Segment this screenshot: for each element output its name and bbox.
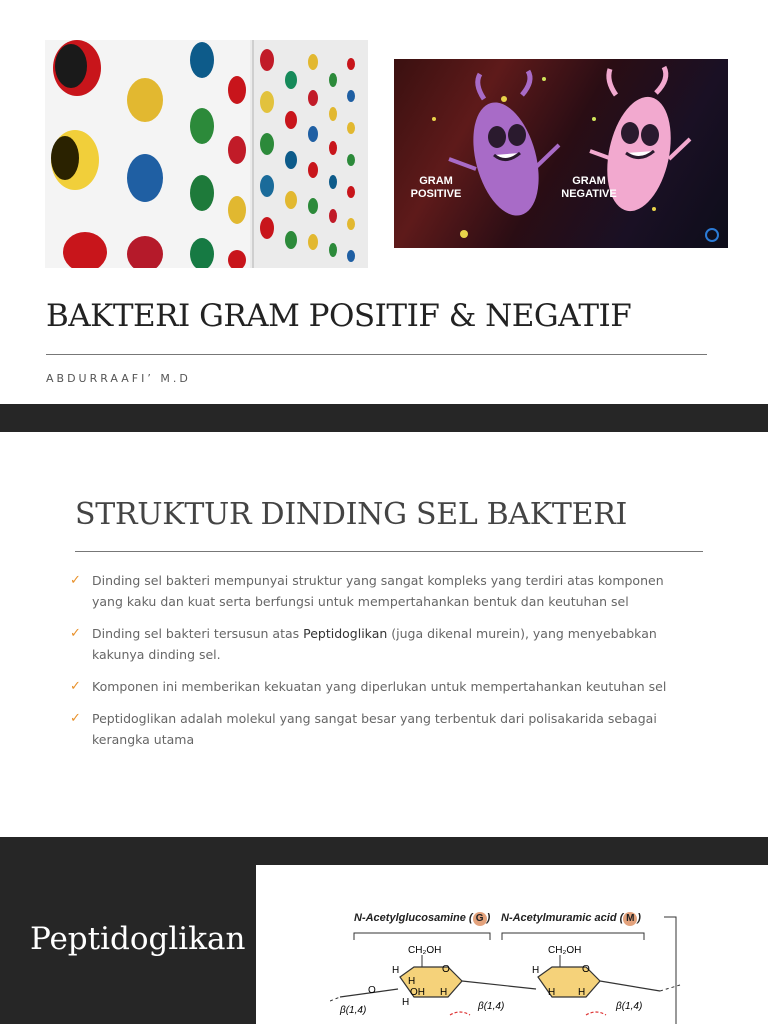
bullet-item — [70, 623, 690, 665]
atom-label: H — [532, 965, 540, 976]
slide-title: Peptidoglikan — [30, 921, 246, 957]
nag-label: N-Acetylglucosamine ( G ) — [354, 912, 491, 924]
gram-bacteria-cartoon-image — [394, 59, 728, 248]
atom-label: H — [392, 965, 400, 976]
m-badge: M — [623, 912, 637, 926]
peptidoglycan-slide — [0, 865, 768, 1024]
bond-label: β(1,4) — [478, 1001, 505, 1012]
atom-label: O — [368, 985, 376, 996]
checkmark-icon: ✓ — [70, 573, 81, 588]
gram-positive-label — [404, 175, 468, 201]
gram-positive-line1: GRAM — [419, 175, 453, 187]
gram-negative-line1: GRAM — [572, 175, 606, 187]
bullet-text: Peptidoglikan adalah molekul yang sangat besar yang terbentuk dari polisakarida sebagai kerangka utama — [92, 711, 657, 747]
author-name: ABDURRAAFI’ M.D — [46, 372, 191, 385]
colored-holes-image — [45, 40, 368, 268]
gram-positive-line2: POSITIVE — [410, 188, 462, 200]
bullet-item — [70, 676, 690, 697]
gram-negative-line2: NEGATIVE — [561, 188, 617, 200]
bullet-text-emphasis: Peptidoglikan — [303, 626, 388, 641]
atom-label: H — [440, 987, 448, 998]
bullet-text-before: Dinding sel bakteri tersusun atas — [92, 626, 304, 641]
atom-label: O — [582, 964, 590, 975]
atom-label: H — [402, 997, 410, 1008]
atom-label: H — [548, 987, 556, 998]
peptidoglycan-structure-diagram — [330, 905, 690, 1024]
title-divider — [46, 354, 707, 355]
ch2oh-label: CH₂OH — [548, 945, 582, 956]
gram-negative-label — [552, 175, 626, 201]
bond-label: β(1,4) — [616, 1001, 643, 1012]
g-badge: G — [473, 912, 487, 926]
structure-slide — [0, 432, 768, 837]
slide-title: STRUKTUR DINDING SEL BAKTERI — [75, 497, 628, 532]
bond-label: β(1,4) — [340, 1005, 367, 1016]
bullet-list — [70, 570, 690, 761]
slide-title-divider — [75, 551, 703, 552]
atom-label: O — [442, 964, 450, 975]
ch2oh-label: CH₂OH — [408, 945, 442, 956]
bullet-item — [70, 570, 690, 612]
bacteria-cartoon-illustration — [394, 59, 728, 248]
title-panel — [0, 865, 256, 1024]
presentation-title: BAKTERI GRAM POSITIF & NEGATIF — [46, 298, 632, 334]
sugar-rings-svg — [330, 905, 690, 1024]
atom-label: OH — [410, 987, 425, 998]
slide-separator — [0, 837, 768, 865]
title-slide — [0, 0, 768, 404]
bullet-text: Komponen ini memberikan kekuatan yang diperlukan untuk mempertahankan keutuhan sel — [92, 679, 667, 694]
nam-label: N-Acetylmuramic acid ( M ) — [501, 912, 641, 924]
checkmark-icon: ✓ — [70, 711, 81, 726]
atom-label: H — [408, 976, 416, 987]
atom-label: H — [578, 987, 586, 998]
checkmark-icon: ✓ — [70, 626, 81, 641]
bullet-item — [70, 708, 690, 750]
slide-separator — [0, 404, 768, 432]
colored-holes-illustration — [45, 40, 368, 268]
checkmark-icon: ✓ — [70, 679, 81, 694]
bullet-text: Dinding sel bakteri mempunyai struktur yang sangat kompleks yang terdiri atas komponen yang kaku dan kuat serta berfungsi untuk mempertahankan bentuk dan keutuhan sel — [92, 573, 664, 609]
bullet-text-after: (juga dikenal murein), yang menyebabkan kakunya dinding sel. — [92, 626, 657, 662]
